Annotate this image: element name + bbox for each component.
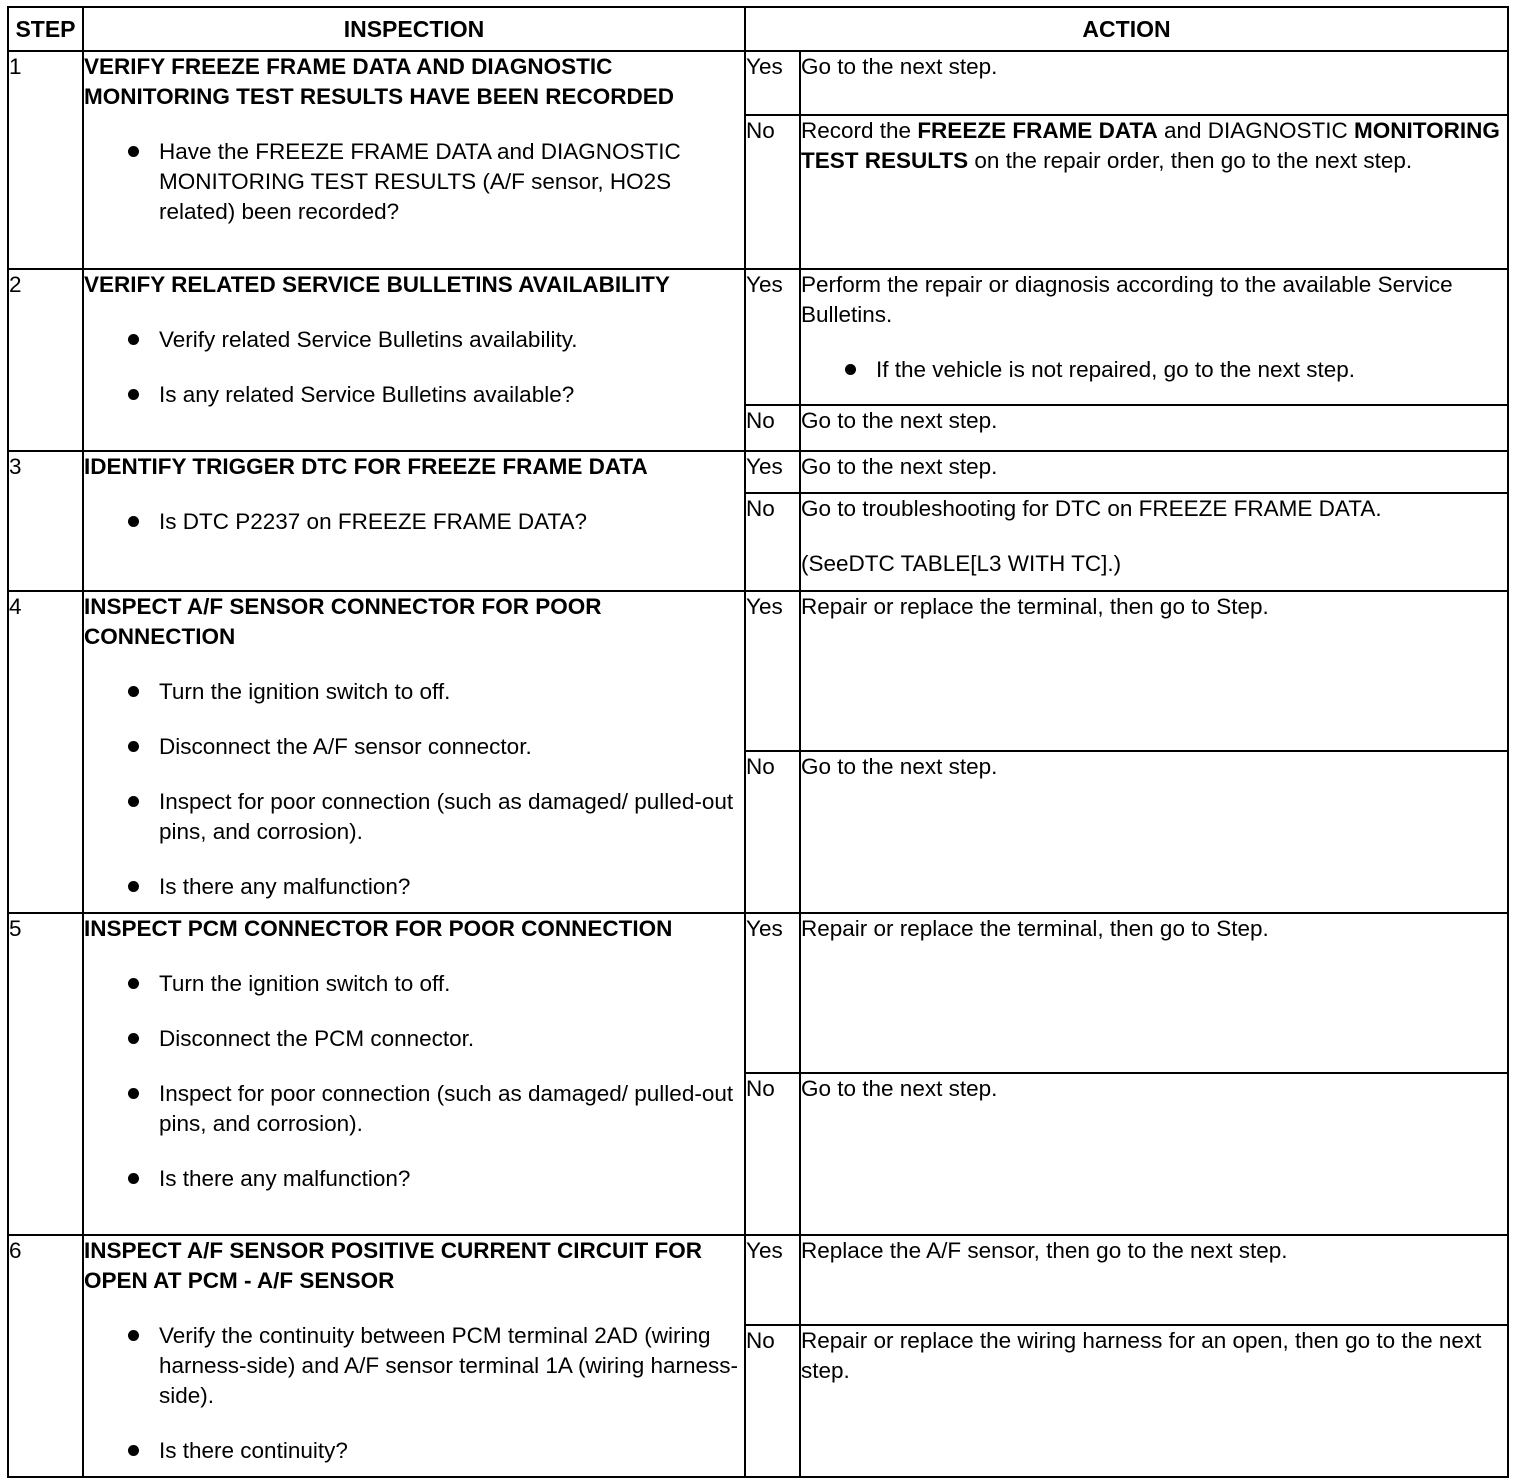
no-action: Go to the next step.: [800, 1073, 1508, 1235]
yes-label: Yes: [745, 51, 800, 115]
inspection-bullet: Inspect for poor connection (such as damaged/ pulled-out pins, and corrosion).: [84, 1079, 744, 1139]
inspection-bullet: Is there any malfunction?: [84, 1164, 744, 1194]
inspection-cell: [83, 591, 745, 913]
inspection-cell: [83, 51, 745, 269]
header-row: [8, 7, 1508, 51]
no-label: No: [745, 1073, 800, 1235]
inspection-title: INSPECT A/F SENSOR POSITIVE CURRENT CIRCUIT FOR OPEN AT PCM - A/F SENSOR: [84, 1238, 702, 1293]
inspection-title: IDENTIFY TRIGGER DTC FOR FREEZE FRAME DATA: [84, 454, 648, 479]
yes-action: [800, 269, 1508, 405]
inspection-bullet: Verify the continuity between PCM terminal 2AD (wiring harness-side) and A/F sensor terminal 1A (wiring harness-side).: [84, 1321, 744, 1411]
yes-action: Go to the next step.: [800, 51, 1508, 115]
inspection-title: VERIFY RELATED SERVICE BULLETINS AVAILABILITY: [84, 272, 670, 297]
yes-action: Go to the next step.: [800, 451, 1508, 493]
yes-action-bullet: If the vehicle is not repaired, go to the next step.: [801, 355, 1507, 385]
no-action-bold: MONITORING TEST RESULTS: [801, 118, 1500, 173]
inspection-bullet: Disconnect the PCM connector.: [84, 1024, 744, 1054]
table-row: [8, 913, 1508, 1073]
table-row: [8, 269, 1508, 405]
yes-label: Yes: [745, 451, 800, 493]
no-action: [800, 115, 1508, 269]
no-action: Repair or replace the wiring harness for an open, then go to the next step.: [800, 1325, 1508, 1477]
no-action: Go to the next step.: [800, 751, 1508, 913]
inspection-title: VERIFY FREEZE FRAME DATA AND DIAGNOSTIC MONITORING TEST RESULTS HAVE BEEN RECORDED: [84, 54, 675, 109]
inspection-bullet: Verify related Service Bulletins availability.: [84, 325, 744, 355]
inspection-cell: [83, 269, 745, 451]
yes-label: Yes: [745, 591, 800, 751]
inspection-bullet: Turn the ignition switch to off.: [84, 677, 744, 707]
table-row: [8, 51, 1508, 115]
inspection-bullet: Is any related Service Bulletins available?: [84, 380, 744, 410]
table-row: [8, 1235, 1508, 1325]
no-action: [800, 493, 1508, 591]
inspection-bullet: Disconnect the A/F sensor connector.: [84, 732, 744, 762]
inspection-cell: [83, 913, 745, 1235]
no-label: No: [745, 405, 800, 451]
step-number: 2: [8, 269, 83, 451]
inspection-cell: [83, 1235, 745, 1477]
header-action: ACTION: [745, 7, 1508, 51]
header-inspection: INSPECTION: [83, 7, 745, 51]
no-label: No: [745, 493, 800, 591]
step-number: 6: [8, 1235, 83, 1477]
no-action-bold: FREEZE FRAME DATA: [917, 118, 1158, 143]
inspection-bullet: Inspect for poor connection (such as damaged/ pulled-out pins, and corrosion).: [84, 787, 744, 847]
no-label: No: [745, 751, 800, 913]
inspection-table: [7, 6, 1509, 1478]
no-action-text: Go to troubleshooting for DTC on FREEZE FRAME DATA.: [801, 496, 1382, 521]
inspection-cell: [83, 451, 745, 591]
inspection-title: INSPECT A/F SENSOR CONNECTOR FOR POOR CONNECTION: [84, 594, 602, 649]
yes-action-text: Perform the repair or diagnosis according to the available Service Bulletins.: [801, 272, 1453, 327]
yes-action: Repair or replace the terminal, then go to Step.: [800, 913, 1508, 1073]
step-number: 5: [8, 913, 83, 1235]
inspection-bullet: Is DTC P2237 on FREEZE FRAME DATA?: [84, 507, 744, 537]
table-row: [8, 451, 1508, 493]
yes-label: Yes: [745, 1235, 800, 1325]
yes-action: Replace the A/F sensor, then go to the next step.: [800, 1235, 1508, 1325]
inspection-bullet: Have the FREEZE FRAME DATA and DIAGNOSTIC MONITORING TEST RESULTS (A/F sensor, HO2S related) been recorded?: [84, 137, 744, 227]
header-step: STEP: [8, 7, 83, 51]
no-action-reference: (SeeDTC TABLE[L3 WITH TC].): [801, 551, 1122, 576]
no-action-text: and DIAGNOSTIC: [1157, 118, 1355, 143]
no-action-text: Record the: [801, 118, 918, 143]
inspection-title: INSPECT PCM CONNECTOR FOR POOR CONNECTION: [84, 916, 673, 941]
inspection-bullet: Turn the ignition switch to off.: [84, 969, 744, 999]
yes-label: Yes: [745, 269, 800, 405]
yes-label: Yes: [745, 913, 800, 1073]
step-number: 3: [8, 451, 83, 591]
yes-action: Repair or replace the terminal, then go to Step.: [800, 591, 1508, 751]
no-action: Go to the next step.: [800, 405, 1508, 451]
inspection-bullet: Is there continuity?: [84, 1436, 744, 1466]
inspection-bullet: Is there any malfunction?: [84, 872, 744, 902]
step-number: 1: [8, 51, 83, 269]
no-label: No: [745, 1325, 800, 1477]
no-action-text: on the repair order, then go to the next step.: [968, 148, 1413, 173]
no-label: No: [745, 115, 800, 269]
step-number: 4: [8, 591, 83, 913]
table-row: [8, 591, 1508, 751]
